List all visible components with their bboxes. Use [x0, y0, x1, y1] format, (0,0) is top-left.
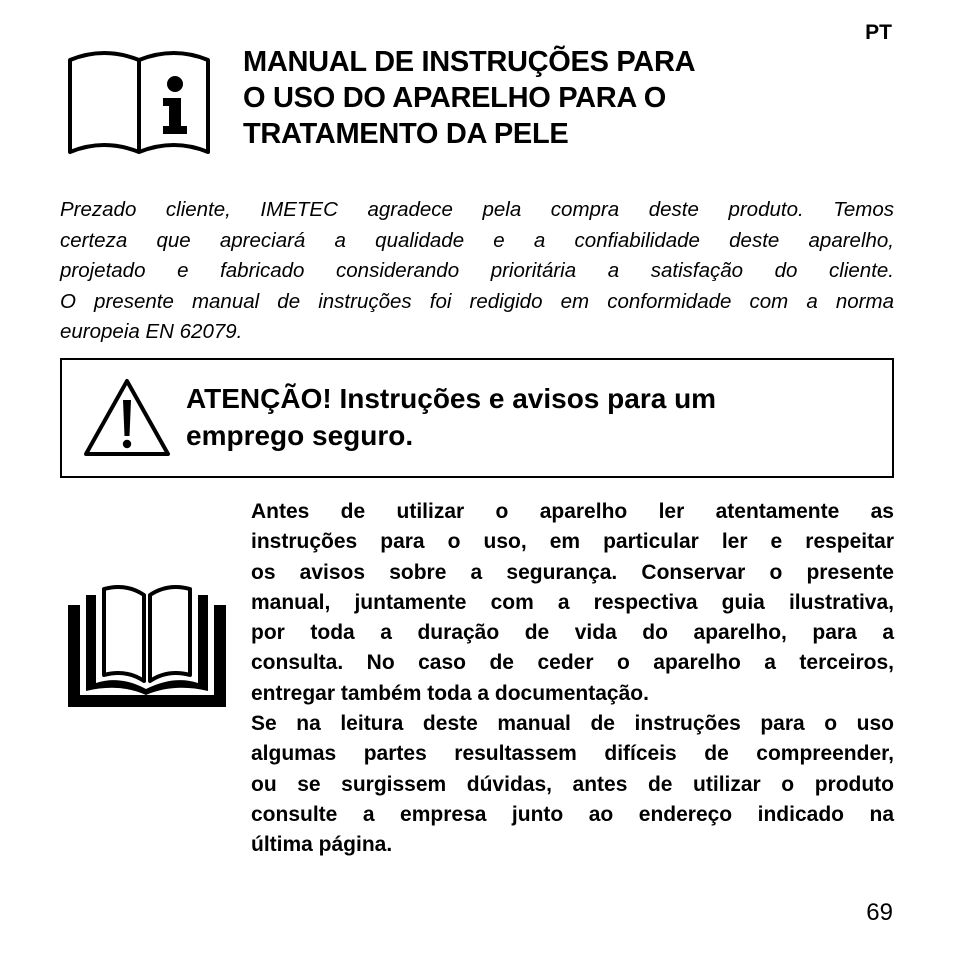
warning-title	[186, 380, 876, 454]
intro-line: projetado e fabricado considerando prioritária a satisfação do cliente.	[60, 259, 894, 282]
body-line: Se na leitura deste manual de instruções para o uso	[251, 712, 894, 736]
intro-line: Prezado cliente, IMETEC agradece pela compra deste produto. Temos	[60, 198, 894, 221]
warning-triangle-icon	[82, 376, 172, 458]
warning-box	[60, 358, 894, 478]
warning-line: emprego seguro.	[186, 420, 414, 451]
open-book-icon	[66, 585, 228, 709]
body-line: consulte a empresa junto ao endereço indicado na	[251, 802, 894, 826]
manual-title	[243, 44, 843, 152]
page-number: 69	[866, 899, 893, 926]
title-line: TRATAMENTO DA PELE	[243, 118, 569, 150]
body-line: algumas partes resultassem difíceis de compreender,	[251, 742, 894, 766]
instructions-paragraph	[251, 497, 894, 861]
title-line: O USO DO APARELHO PARA O	[243, 82, 666, 114]
title-line: MANUAL DE INSTRUÇÕES PARA	[243, 46, 696, 78]
body-line: por toda a duração de vida do aparelho, para a	[251, 621, 894, 645]
language-code: PT	[865, 21, 892, 44]
warning-line: ATENÇÃO! Instruções e avisos para um	[186, 383, 717, 414]
body-line: manual, juntamente com a respectiva guia ilustrativa,	[251, 590, 894, 614]
body-line: instruções para o uso, em particular ler e respeitar	[251, 530, 894, 554]
intro-paragraph	[60, 195, 894, 348]
body-line: entregar também toda a documentação.	[251, 681, 649, 705]
intro-line: O presente manual de instruções foi redigido em conformidade com a norma	[60, 289, 894, 313]
body-line: consulta. No caso de ceder o aparelho a terceiros,	[251, 651, 894, 675]
intro-line: certeza que apreciará a qualidade e a confiabilidade deste aparelho,	[60, 228, 894, 252]
body-line: última página.	[251, 833, 393, 857]
body-line: ou se surgissem dúvidas, antes de utilizar o produto	[251, 772, 894, 796]
intro-line: europeia EN 62079.	[60, 320, 243, 343]
body-line: Antes de utilizar o aparelho ler atentamente as	[251, 500, 894, 523]
info-manual-icon	[66, 46, 212, 158]
body-line: os avisos sobre a segurança. Conservar o presente	[251, 560, 894, 584]
